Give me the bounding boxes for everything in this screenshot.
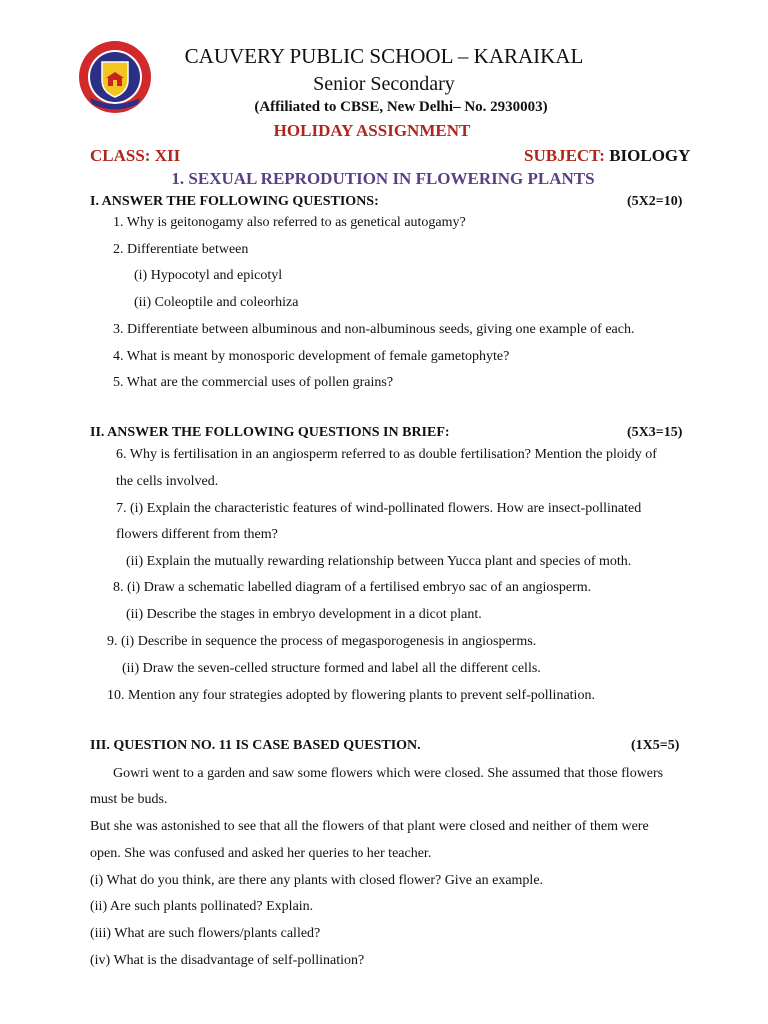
question-line: 1. Why is geitonogamy also referred to as genetical autogamy?: [113, 215, 466, 230]
affiliation-line: (Affiliated to CBSE, New Delhi– No. 2930003): [254, 99, 548, 115]
question-line: 3. Differentiate between albuminous and non-albuminous seeds, giving one example of each.: [113, 322, 635, 337]
question-line: 9. (i) Describe in sequence the process of megasporogenesis in angiosperms.: [107, 634, 537, 649]
chapter-title: 1. SEXUAL REPRODUTION IN FLOWERING PLANTS: [171, 169, 595, 188]
question-line: 8. (i) Draw a schematic labelled diagram of a fertilised embryo sac of an angiosperm.: [113, 580, 592, 595]
question-line: the cells involved.: [116, 474, 219, 489]
question-line: 5. What are the commercial uses of pollen grains?: [113, 375, 394, 390]
question-line: 10. Mention any four strategies adopted by flowering plants to prevent self-pollination.: [107, 688, 595, 703]
section-1-marks: (5X2=10): [627, 194, 683, 209]
question-line: (ii) Explain the mutually rewarding relationship between Yucca plant and species of moth.: [126, 554, 632, 569]
question-line: 7. (i) Explain the characteristic features of wind-pollinated flowers. How are insect-pollinated: [116, 501, 642, 516]
case-text-line: Gowri went to a garden and saw some flowers which were closed. She assumed that those flowers: [113, 766, 664, 781]
question-line: (ii) Describe the stages in embryo development in a dicot plant.: [126, 607, 482, 622]
case-question-line: (ii) Are such plants pollinated? Explain.: [90, 899, 314, 914]
section-1-heading: I. ANSWER THE FOLLOWING QUESTIONS:: [90, 194, 379, 209]
class-label: CLASS: XII: [90, 146, 181, 165]
case-text-line: must be buds.: [90, 792, 168, 807]
section-3-marks: (1X5=5): [631, 738, 680, 753]
section-3-heading: III. QUESTION NO. 11 IS CASE BASED QUESTION.: [90, 738, 421, 753]
case-text-line: open. She was confused and asked her queries to her teacher.: [90, 846, 432, 861]
question-line: (ii) Draw the seven-celled structure formed and label all the different cells.: [122, 661, 541, 676]
school-name: CAUVERY PUBLIC SCHOOL – KARAIKAL: [184, 44, 584, 68]
subject-label-text: SUBJECT:: [524, 146, 605, 165]
subject-value: BIOLOGY: [609, 146, 691, 165]
question-line: flowers different from them?: [116, 527, 278, 542]
question-line: 6. Why is fertilisation in an angiosperm referred to as double fertilisation? Mention the ploidy of: [116, 447, 657, 462]
question-line: (i) Hypocotyl and epicotyl: [134, 268, 283, 283]
school-level: Senior Secondary: [313, 73, 455, 95]
question-line: (ii) Coleoptile and coleorhiza: [134, 295, 299, 310]
question-line: 4. What is meant by monosporic development of female gametophyte?: [113, 349, 510, 364]
section-2-heading: II. ANSWER THE FOLLOWING QUESTIONS IN BRIEF:: [90, 425, 450, 440]
case-question-line: (i) What do you think, are there any plants with closed flower? Give an example.: [90, 873, 544, 888]
case-question-line: (iii) What are such flowers/plants called?: [90, 926, 321, 941]
assignment-title: HOLIDAY ASSIGNMENT: [273, 121, 471, 140]
section-2-marks: (5X3=15): [627, 425, 683, 440]
question-line: 2. Differentiate between: [113, 242, 249, 257]
subject-label: [524, 146, 690, 166]
case-question-line: (iv) What is the disadvantage of self-pollination?: [90, 953, 365, 968]
case-text-line: But she was astonished to see that all the flowers of that plant were closed and neither of them were: [90, 819, 649, 834]
